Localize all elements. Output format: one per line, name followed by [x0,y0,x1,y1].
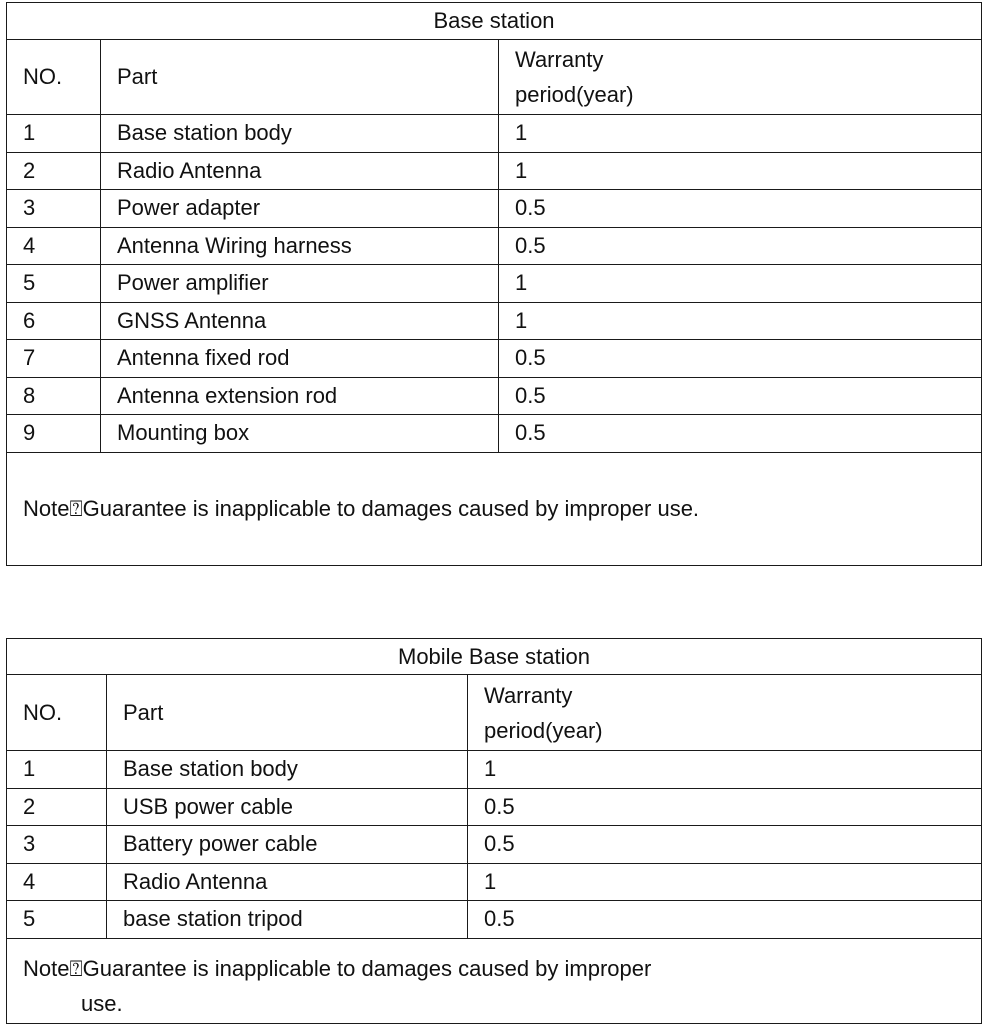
table-row [7,901,982,939]
table-note [7,938,982,1023]
table-row [7,152,982,190]
header-part: Part [107,675,468,751]
header-warranty [499,40,982,115]
cell-no: 9 [7,415,101,453]
table-title: Base station [7,3,982,40]
cell-part: Antenna Wiring harness [101,227,499,265]
cell-warranty: 0.5 [468,826,982,864]
cell-part: Radio Antenna [107,863,468,901]
cell-warranty: 0.5 [499,415,982,453]
table-row [7,826,982,864]
cell-warranty: 0.5 [499,340,982,378]
table-note-line1: Note⍰Guarantee is inapplicable to damages caused by improper [23,955,652,981]
cell-no: 1 [7,115,101,153]
cell-no: 5 [7,901,107,939]
cell-no: 2 [7,788,107,826]
header-warranty [468,675,982,751]
cell-part: Antenna extension rod [101,377,499,415]
header-no: NO. [7,40,101,115]
cell-warranty: 0.5 [468,788,982,826]
cell-part: USB power cable [107,788,468,826]
cell-no: 5 [7,265,101,303]
cell-part: Base station body [101,115,499,153]
table-row [7,751,982,789]
header-warranty-line2: period(year) [515,82,634,107]
cell-warranty: 1 [499,115,982,153]
table-row [7,340,982,378]
cell-part: GNSS Antenna [101,302,499,340]
header-warranty-line1: Warranty [484,682,573,708]
cell-warranty: 1 [499,265,982,303]
cell-no: 8 [7,377,101,415]
table-row [7,190,982,228]
cell-part: Power adapter [101,190,499,228]
header-no: NO. [7,675,107,751]
table-row [7,227,982,265]
mobile-base-station-warranty-table [6,638,982,1024]
table-row [7,302,982,340]
table-title: Mobile Base station [7,639,982,675]
cell-part: base station tripod [107,901,468,939]
cell-part: Battery power cable [107,826,468,864]
table-row [7,265,982,303]
cell-no: 1 [7,751,107,789]
cell-no: 4 [7,863,107,901]
header-warranty-line2: period(year) [484,717,603,743]
cell-warranty: 1 [499,302,982,340]
cell-no: 7 [7,340,101,378]
table-note-line2: use. [81,990,123,1016]
cell-no: 6 [7,302,101,340]
cell-no: 2 [7,152,101,190]
table-row [7,863,982,901]
cell-warranty: 0.5 [499,190,982,228]
cell-warranty: 1 [468,863,982,901]
cell-warranty: 0.5 [499,227,982,265]
cell-warranty: 0.5 [499,377,982,415]
table-note: Note⍰Guarantee is inapplicable to damages caused by improper use. [7,452,982,565]
table-row [7,788,982,826]
cell-part: Power amplifier [101,265,499,303]
table-row [7,377,982,415]
header-part: Part [101,40,499,115]
header-warranty-line1: Warranty [515,47,604,72]
cell-warranty: 1 [499,152,982,190]
cell-part: Mounting box [101,415,499,453]
cell-no: 3 [7,190,101,228]
table-row [7,115,982,153]
cell-part: Base station body [107,751,468,789]
cell-part: Antenna fixed rod [101,340,499,378]
cell-warranty: 1 [468,751,982,789]
table-row [7,415,982,453]
cell-no: 3 [7,826,107,864]
base-station-warranty-table [6,2,982,566]
cell-warranty: 0.5 [468,901,982,939]
cell-no: 4 [7,227,101,265]
cell-part: Radio Antenna [101,152,499,190]
